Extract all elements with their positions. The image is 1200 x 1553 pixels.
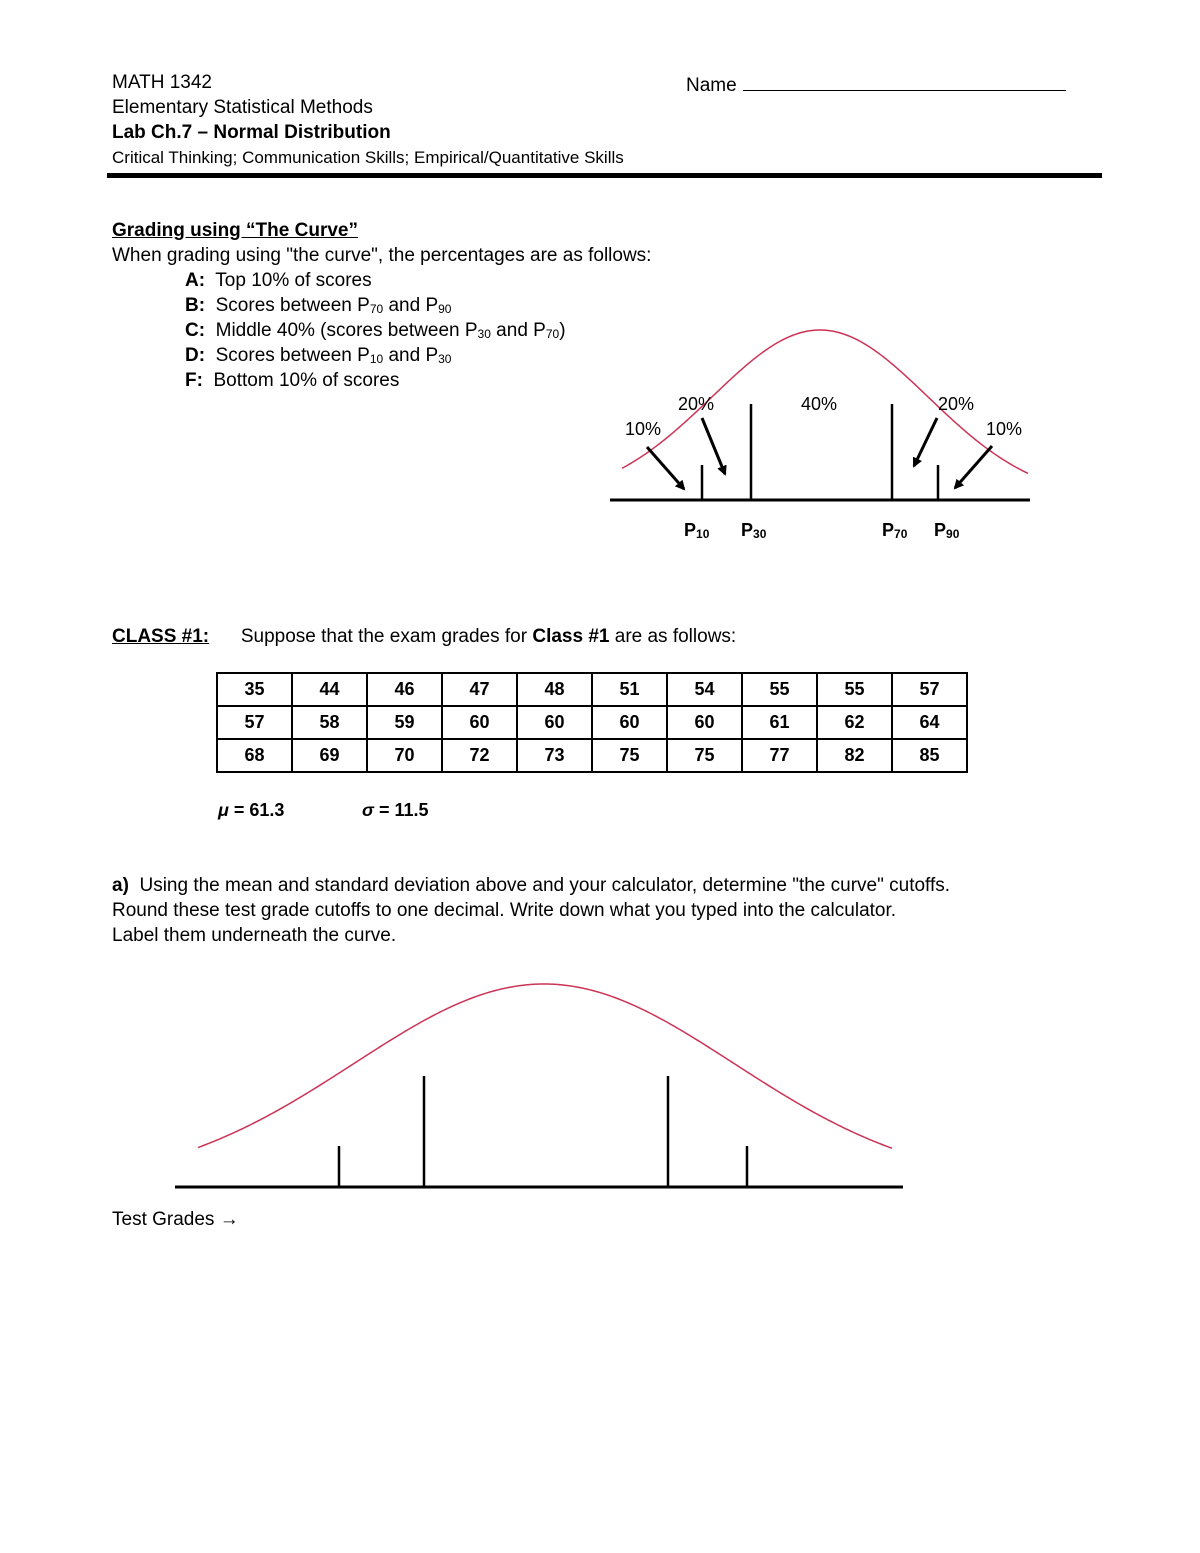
- skills-line: Critical Thinking; Communication Skills; Empirical/Quantitative Skills: [112, 148, 624, 167]
- grade-cell: 61: [742, 706, 817, 739]
- grade-text: Middle 40% (scores between P: [215, 320, 478, 341]
- course-code: MATH 1342: [112, 72, 212, 93]
- grade-cell: 59: [367, 706, 442, 739]
- grade-cell: 77: [742, 739, 817, 772]
- right-arrow-icon: →: [219, 1209, 239, 1230]
- label-p30: [741, 520, 766, 541]
- grade-cell: 68: [217, 739, 292, 772]
- grade-cell: 55: [817, 673, 892, 706]
- table-row: [217, 673, 967, 706]
- subscript: 90: [946, 527, 960, 541]
- table-row: [217, 739, 967, 772]
- grade-cell: 58: [292, 706, 367, 739]
- mu-symbol: μ: [218, 800, 229, 820]
- grade-cell: 57: [217, 706, 292, 739]
- class1-intro-text: Suppose that the exam grades for: [240, 626, 533, 647]
- arrow-20pct-right: [914, 418, 937, 466]
- p-letter: P: [684, 520, 697, 540]
- pct-left-outer: 10%: [625, 419, 662, 439]
- grades-table: [216, 672, 968, 773]
- grade-letter: B:: [185, 295, 206, 316]
- p-letter: P: [882, 520, 895, 540]
- grade-cell: 60: [667, 706, 742, 739]
- question-a-line3: Label them underneath the curve.: [112, 925, 397, 946]
- mu-value: = 61.3: [233, 800, 285, 820]
- label-p10: [684, 520, 709, 541]
- subscript: 30: [753, 527, 767, 541]
- grade-text: Top 10% of scores: [215, 270, 372, 291]
- table-row: [217, 706, 967, 739]
- arrow-10pct-right: [955, 446, 992, 488]
- grade-text: and P: [383, 295, 439, 316]
- arrow-20pct-left: [702, 418, 725, 474]
- grade-text: ): [559, 320, 566, 341]
- subscript: 30: [477, 327, 491, 341]
- class1-intro: [112, 624, 736, 649]
- grade-cell: 46: [367, 673, 442, 706]
- normal-curve: [198, 984, 892, 1148]
- grade-cell: 44: [292, 673, 367, 706]
- blank-curve-diagram: [0, 960, 1200, 1200]
- grade-text: Scores between P: [215, 345, 370, 366]
- axis-label: Test Grades: [112, 1209, 215, 1230]
- label-p90: [934, 520, 959, 541]
- subscript: 70: [894, 527, 908, 541]
- grade-cell: 82: [817, 739, 892, 772]
- class1-intro-bold: Class #1: [532, 626, 610, 647]
- question-a-text: Using the mean and standard deviation above and your calculator, determine "the curve" cutoffs.: [139, 875, 951, 896]
- subscript: 30: [438, 352, 452, 366]
- course-name: Elementary Statistical Methods: [112, 97, 373, 118]
- grade-cell: 55: [742, 673, 817, 706]
- question-a-label: a): [112, 875, 129, 896]
- grade-cell: 47: [442, 673, 517, 706]
- grade-text: Scores between P: [215, 295, 370, 316]
- grade-cell: 75: [667, 739, 742, 772]
- grade-cell: 85: [892, 739, 967, 772]
- grade-cell: 54: [667, 673, 742, 706]
- p-letter: P: [934, 520, 947, 540]
- sigma-symbol: σ: [362, 800, 374, 820]
- curve-diagram: [0, 0, 1200, 560]
- subscript: 70: [369, 302, 384, 316]
- mean-stat: [218, 800, 284, 821]
- grade-cell: 64: [892, 706, 967, 739]
- subscript: 10: [696, 527, 710, 541]
- grade-cell: 57: [892, 673, 967, 706]
- subscript: 70: [545, 327, 560, 341]
- grade-text: and P: [383, 345, 439, 366]
- grade-cell: 60: [442, 706, 517, 739]
- sd-stat: [362, 800, 429, 821]
- pct-right-inner: 20%: [938, 394, 975, 414]
- sigma-value: = 11.5: [378, 800, 429, 820]
- grade-letter: F:: [185, 370, 203, 391]
- pct-right-outer: 10%: [986, 419, 1023, 439]
- class1-label: CLASS #1:: [112, 626, 210, 647]
- grade-cell: 60: [517, 706, 592, 739]
- label-p70: [882, 520, 907, 541]
- question-a-line1: [112, 873, 950, 898]
- grading-intro: When grading using "the curve", the percentages are as follows:: [112, 245, 652, 266]
- pct-center: 40%: [801, 394, 838, 414]
- grade-cell: 73: [517, 739, 592, 772]
- grade-letter: A:: [185, 270, 206, 291]
- grade-cell: 70: [367, 739, 442, 772]
- grade-letter: C:: [185, 320, 206, 341]
- grade-text: and P: [490, 320, 546, 341]
- grade-text: Bottom 10% of scores: [213, 370, 400, 391]
- name-label: Name: [686, 75, 737, 96]
- p-letter: P: [741, 520, 754, 540]
- grade-cell: 62: [817, 706, 892, 739]
- question-a-line2: Round these test grade cutoffs to one decimal. Write down what you typed into the calculator.: [112, 900, 897, 921]
- grade-cell: 72: [442, 739, 517, 772]
- grade-cell: 48: [517, 673, 592, 706]
- subscript: 10: [369, 352, 384, 366]
- grade-cell: 60: [592, 706, 667, 739]
- grade-cell: 51: [592, 673, 667, 706]
- test-grades-label: [112, 1207, 239, 1232]
- subscript: 90: [438, 302, 452, 316]
- pct-left-inner: 20%: [678, 394, 715, 414]
- lab-title: Lab Ch.7 – Normal Distribution: [112, 122, 391, 143]
- class1-intro-text: are as follows:: [609, 626, 737, 647]
- grading-heading: Grading using “The Curve”: [112, 220, 358, 241]
- grade-cell: 75: [592, 739, 667, 772]
- grade-cell: 69: [292, 739, 367, 772]
- arrow-10pct-left: [647, 447, 684, 489]
- grade-cell: 35: [217, 673, 292, 706]
- grade-letter: D:: [185, 345, 206, 366]
